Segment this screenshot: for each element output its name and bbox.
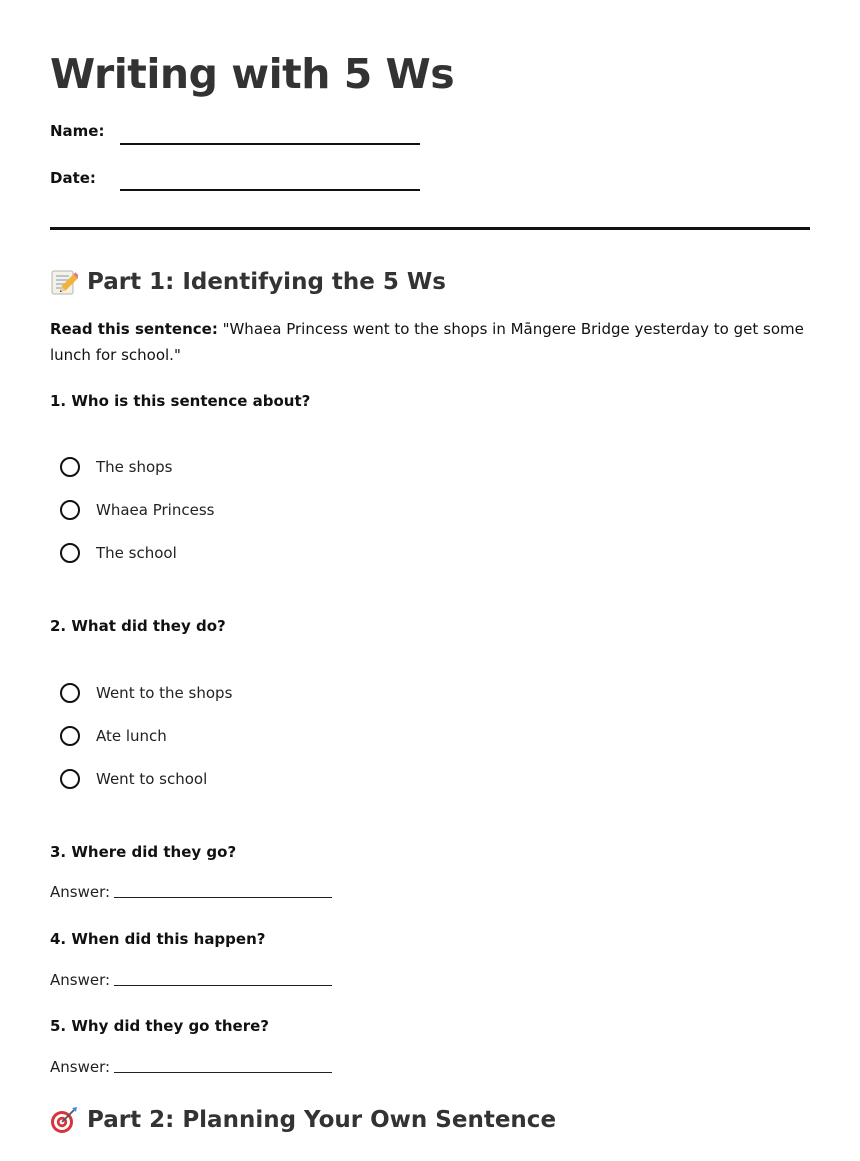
- intro-sentence: "Whaea Princess went to the shops in Māngere Bridge yesterday to get some lunch for school.": [50, 320, 804, 364]
- option-label: The shops: [96, 458, 173, 476]
- option-label: Ate lunch: [96, 727, 167, 745]
- q4-answer[interactable]: [50, 971, 332, 989]
- part2-heading-text: Part 2: Planning Your Own Sentence: [87, 1107, 557, 1133]
- q1-option-the-school[interactable]: [60, 543, 177, 563]
- date-field[interactable]: [120, 189, 420, 191]
- q3-answer[interactable]: [50, 883, 332, 901]
- question-4: 4. When did this happen?: [50, 930, 266, 948]
- q1-option-whaea-princess[interactable]: [60, 500, 214, 520]
- name-field[interactable]: [120, 143, 420, 145]
- radio-button[interactable]: [60, 500, 80, 520]
- answer-line[interactable]: [114, 1072, 332, 1073]
- q2-option-ate-lunch[interactable]: [60, 726, 167, 746]
- radio-button[interactable]: [60, 543, 80, 563]
- option-label: The school: [96, 544, 177, 562]
- part1-heading: [50, 268, 446, 296]
- target-dart-icon: [50, 1106, 78, 1134]
- answer-label: Answer:: [50, 1058, 111, 1076]
- intro-label: Read this sentence:: [50, 320, 218, 338]
- answer-line[interactable]: [114, 897, 332, 898]
- radio-button[interactable]: [60, 769, 80, 789]
- name-label: Name:: [50, 122, 105, 140]
- answer-label: Answer:: [50, 971, 111, 989]
- q1-option-the-shops[interactable]: [60, 457, 173, 477]
- question-3: 3. Where did they go?: [50, 843, 237, 861]
- date-label: Date:: [50, 169, 96, 187]
- q2-option-went-to-school[interactable]: [60, 769, 207, 789]
- radio-button[interactable]: [60, 457, 80, 477]
- option-label: Went to school: [96, 770, 208, 788]
- q2-option-went-to-the-shops[interactable]: [60, 683, 232, 703]
- answer-label: Answer:: [50, 883, 111, 901]
- option-label: Whaea Princess: [96, 501, 215, 519]
- option-label: Went to the shops: [96, 684, 233, 702]
- question-2: 2. What did they do?: [50, 617, 226, 635]
- page-title: Writing with 5 Ws: [50, 50, 455, 98]
- part1-heading-text: Part 1: Identifying the 5 Ws: [87, 269, 446, 295]
- question-5: 5. Why did they go there?: [50, 1017, 270, 1035]
- radio-button[interactable]: [60, 726, 80, 746]
- answer-line[interactable]: [114, 985, 332, 986]
- memo-pencil-icon: [50, 268, 78, 296]
- section-divider: [50, 227, 810, 230]
- q5-answer[interactable]: [50, 1058, 332, 1076]
- intro-paragraph: [50, 316, 812, 368]
- question-1: 1. Who is this sentence about?: [50, 392, 311, 410]
- radio-button[interactable]: [60, 683, 80, 703]
- part2-heading: [50, 1106, 556, 1134]
